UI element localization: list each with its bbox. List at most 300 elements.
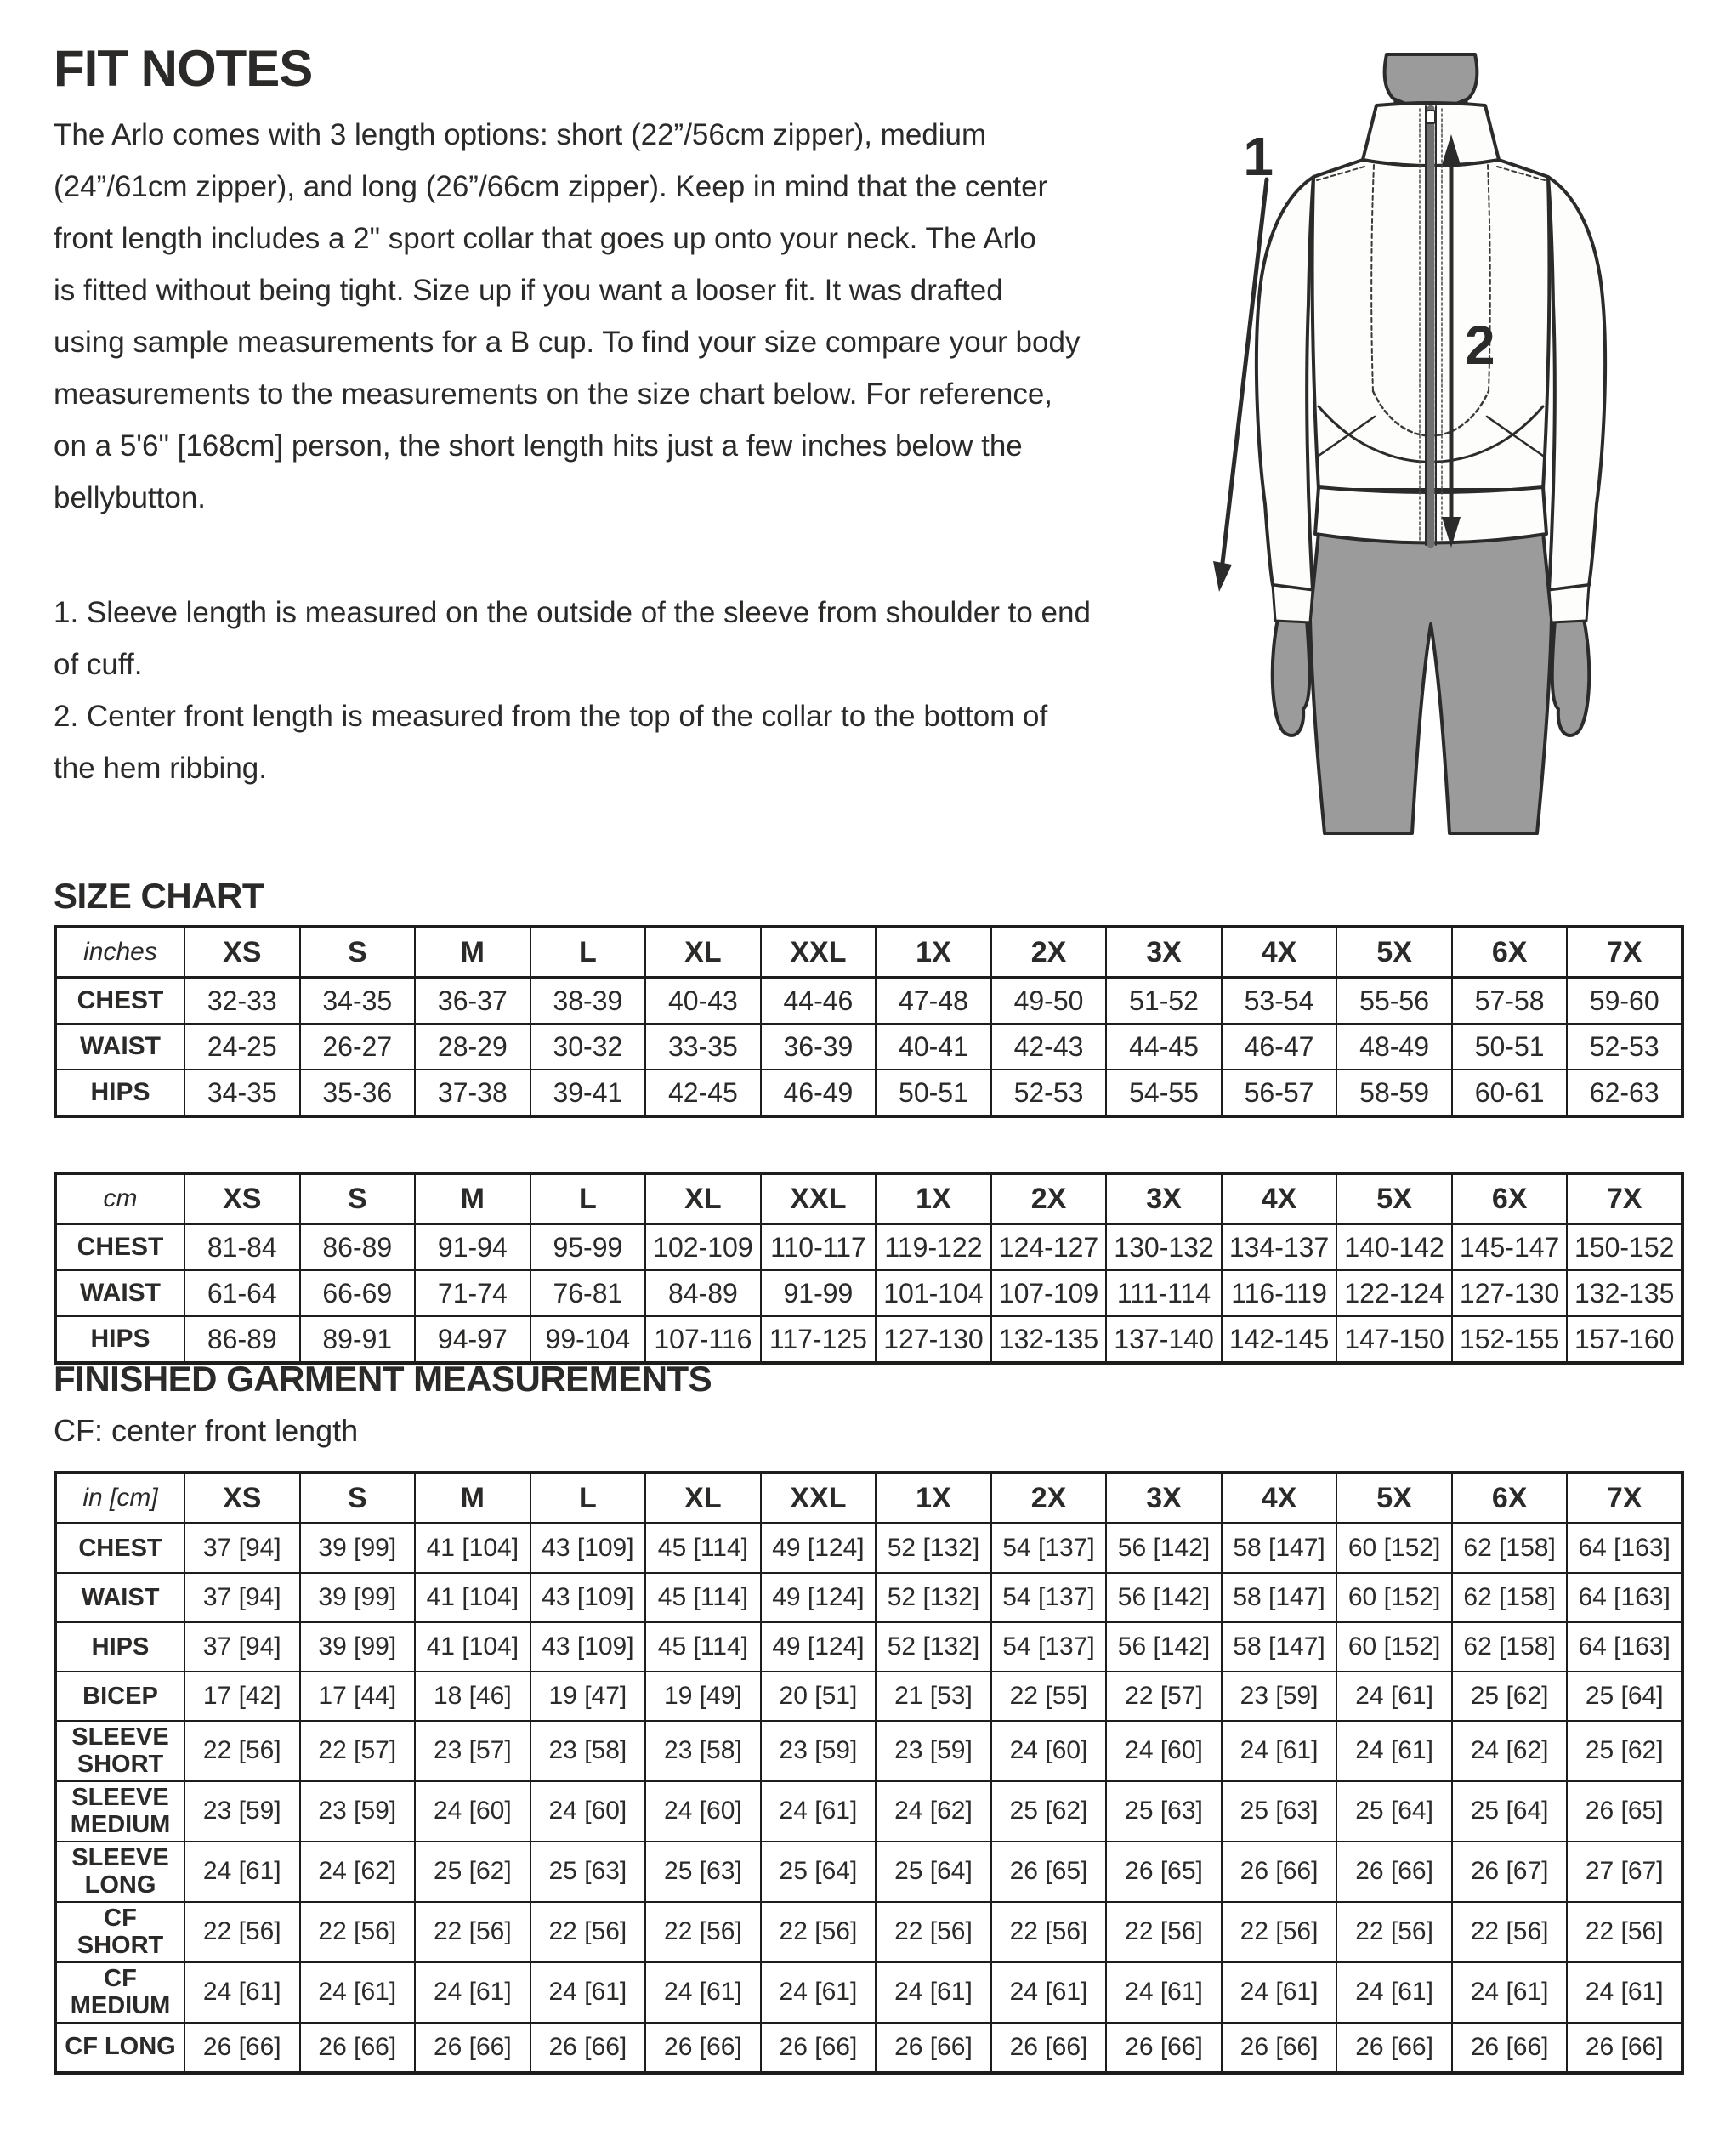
measurement-cell: 60 [152] xyxy=(1336,1524,1452,1574)
intro-paragraph xyxy=(54,109,1080,524)
text-line: front length includes a 2" sport collar that goes up onto your neck. The Arlo xyxy=(54,222,1036,255)
measurement-cell: 22 [57] xyxy=(1106,1672,1222,1721)
measurement-cell: 25 [64] xyxy=(761,1842,877,1902)
measurement-cell: 24 [60] xyxy=(645,1781,761,1842)
measurement-cell: 25 [63] xyxy=(530,1842,646,1902)
measurement-cell: 81-84 xyxy=(184,1224,300,1271)
measurement-cell: 26 [66] xyxy=(1336,2023,1452,2073)
size-column-header: S xyxy=(300,927,416,978)
measurement-cell: 60 [152] xyxy=(1336,1622,1452,1672)
measurement-cell: 22 [56] xyxy=(1336,1902,1452,1962)
text-line: 2. Center front length is measured from the top of the collar to the bottom of xyxy=(54,700,1048,733)
measurement-cell: 26 [66] xyxy=(415,2023,530,2073)
measurement-cell: 27 [67] xyxy=(1567,1842,1682,1902)
measurement-cell: 24 [61] xyxy=(530,1962,646,2023)
measurement-cell: 26 [66] xyxy=(991,2023,1107,2073)
measurement-cell: 94-97 xyxy=(415,1316,530,1363)
measurement-cell: 19 [47] xyxy=(530,1672,646,1721)
measurement-cell: 25 [64] xyxy=(1452,1781,1568,1842)
measurement-cell: 23 [59] xyxy=(184,1781,300,1842)
size-column-header: 4X xyxy=(1222,1173,1337,1224)
measurement-cell: 23 [59] xyxy=(761,1721,877,1781)
measurement-cell: 34-35 xyxy=(300,978,416,1025)
measurement-cell: 54-55 xyxy=(1106,1070,1222,1116)
measurement-cell: 26 [66] xyxy=(1452,2023,1568,2073)
measurement-cell: 147-150 xyxy=(1336,1316,1452,1363)
size-column-header: 6X xyxy=(1452,1173,1568,1224)
measurement-cell: 34-35 xyxy=(184,1070,300,1116)
measurement-cell: 132-135 xyxy=(1567,1270,1682,1316)
size-column-header: L xyxy=(530,1173,646,1224)
measurement-cell: 25 [62] xyxy=(415,1842,530,1902)
table-row xyxy=(55,1842,1682,1902)
size-column-header: 5X xyxy=(1336,1173,1452,1224)
sleeve-arrowhead xyxy=(1213,561,1232,592)
measurement-cell: 157-160 xyxy=(1567,1316,1682,1363)
measurement-cell: 24 [61] xyxy=(1336,1962,1452,2023)
right-sleeve xyxy=(1548,177,1605,590)
row-label: HIPS xyxy=(55,1316,184,1363)
measurement-cell: 22 [56] xyxy=(184,1721,300,1781)
measurement-cell: 43 [109] xyxy=(530,1524,646,1574)
measurement-cell: 58 [147] xyxy=(1222,1524,1337,1574)
measurement-cell: 142-145 xyxy=(1222,1316,1337,1363)
measurement-cell: 46-49 xyxy=(761,1070,877,1116)
jacket-illustration xyxy=(1177,24,1736,853)
measurement-cell: 140-142 xyxy=(1336,1224,1452,1271)
measurement-cell: 36-39 xyxy=(761,1024,877,1070)
measurement-cell: 55-56 xyxy=(1336,978,1452,1025)
measurement-cell: 42-43 xyxy=(991,1024,1107,1070)
measurement-cell: 62-63 xyxy=(1567,1070,1682,1116)
measurement-cell: 37-38 xyxy=(415,1070,530,1116)
row-label: HIPS xyxy=(55,1622,184,1672)
measurement-cell: 41 [104] xyxy=(415,1524,530,1574)
measurement-cell: 26 [66] xyxy=(1336,1842,1452,1902)
measurement-cell: 59-60 xyxy=(1567,978,1682,1025)
measurement-cell: 22 [56] xyxy=(415,1902,530,1962)
size-chart-cm-table xyxy=(54,1172,1684,1365)
measurement-cell: 17 [42] xyxy=(184,1672,300,1721)
measurement-cell: 38-39 xyxy=(530,978,646,1025)
measurement-cell: 42-45 xyxy=(645,1070,761,1116)
measurement-cell: 145-147 xyxy=(1452,1224,1568,1271)
row-label: HIPS xyxy=(55,1070,184,1116)
measurement-cell: 56-57 xyxy=(1222,1070,1337,1116)
measurement-cell: 43 [109] xyxy=(530,1622,646,1672)
table-row xyxy=(55,1270,1682,1316)
size-column-header: 3X xyxy=(1106,1473,1222,1524)
measurement-cell: 52-53 xyxy=(991,1070,1107,1116)
measurement-cell: 30-32 xyxy=(530,1024,646,1070)
size-column-header: L xyxy=(530,1473,646,1524)
table-row xyxy=(55,1224,1682,1271)
row-label: CF LONG xyxy=(55,2023,184,2073)
measurement-cell: 24 [61] xyxy=(300,1962,416,2023)
measurement-cell: 39-41 xyxy=(530,1070,646,1116)
size-column-header: XXL xyxy=(761,1473,877,1524)
measurement-cell: 37 [94] xyxy=(184,1524,300,1574)
measurement-cell: 36-37 xyxy=(415,978,530,1025)
measurement-cell: 24 [60] xyxy=(530,1781,646,1842)
measurement-cell: 26 [66] xyxy=(1106,2023,1222,2073)
size-column-header: 5X xyxy=(1336,1473,1452,1524)
text-line: 1. Sleeve length is measured on the outside of the sleeve from shoulder to end xyxy=(54,596,1091,629)
row-label: CF SHORT xyxy=(55,1902,184,1962)
measurement-cell: 37 [94] xyxy=(184,1573,300,1622)
row-label: SLEEVE MEDIUM xyxy=(55,1781,184,1842)
measurement-cell: 64 [163] xyxy=(1567,1573,1682,1622)
size-column-header: M xyxy=(415,1473,530,1524)
measurement-cell: 40-41 xyxy=(876,1024,991,1070)
measurement-cell: 24 [61] xyxy=(184,1962,300,2023)
table-row xyxy=(55,1524,1682,1574)
measurement-cell: 44-45 xyxy=(1106,1024,1222,1070)
measurement-cell: 124-127 xyxy=(991,1224,1107,1271)
measurement-cell: 22 [56] xyxy=(184,1902,300,1962)
size-column-header: 2X xyxy=(991,927,1107,978)
text-line: the hem ribbing. xyxy=(54,752,267,785)
measurement-cell: 26 [66] xyxy=(1567,2023,1682,2073)
measurement-cell: 39 [99] xyxy=(300,1573,416,1622)
measurement-cell: 57-58 xyxy=(1452,978,1568,1025)
size-column-header: XS xyxy=(184,927,300,978)
header-row xyxy=(55,1473,1682,1524)
measurement-cell: 24 [61] xyxy=(184,1842,300,1902)
measurement-cell: 22 [56] xyxy=(1567,1902,1682,1962)
text-line: of cuff. xyxy=(54,648,143,681)
measurement-cell: 25 [64] xyxy=(1567,1672,1682,1721)
measurement-cell: 24 [61] xyxy=(991,1962,1107,2023)
measurement-cell: 25 [62] xyxy=(991,1781,1107,1842)
text-line: bellybutton. xyxy=(54,481,207,514)
measurement-cell: 130-132 xyxy=(1106,1224,1222,1271)
row-label: CHEST xyxy=(55,1224,184,1271)
finished-measurements-table xyxy=(54,1471,1684,2075)
measurement-cell: 24 [61] xyxy=(761,1781,877,1842)
size-column-header: 2X xyxy=(991,1473,1107,1524)
header-row xyxy=(55,927,1682,978)
measurement-cell: 91-99 xyxy=(761,1270,877,1316)
measurement-cell: 25 [64] xyxy=(1336,1781,1452,1842)
measurement-cell: 23 [59] xyxy=(300,1781,416,1842)
text-line: is fitted without being tight. Size up if you want a looser fit. It was drafted xyxy=(54,274,1003,307)
size-column-header: 3X xyxy=(1106,927,1222,978)
measurement-cell: 26 [65] xyxy=(1106,1842,1222,1902)
measurement-cell: 24 [60] xyxy=(991,1721,1107,1781)
size-chart-inches-table xyxy=(54,925,1684,1118)
measurement-cell: 49 [124] xyxy=(761,1524,877,1574)
sleeve-arrow-label: 1 xyxy=(1243,126,1274,187)
left-cuff xyxy=(1273,585,1313,622)
measurement-cell: 99-104 xyxy=(530,1316,646,1363)
measurement-cell: 111-114 xyxy=(1106,1270,1222,1316)
measurement-cell: 107-116 xyxy=(645,1316,761,1363)
measurement-cell: 25 [64] xyxy=(876,1842,991,1902)
table-row xyxy=(55,1672,1682,1721)
measurement-cell: 86-89 xyxy=(300,1224,416,1271)
table-row xyxy=(55,2023,1682,2073)
measurement-cell: 152-155 xyxy=(1452,1316,1568,1363)
measurement-cell: 60-61 xyxy=(1452,1070,1568,1116)
measurement-cell: 45 [114] xyxy=(645,1622,761,1672)
right-hand xyxy=(1552,619,1590,735)
size-column-header: 7X xyxy=(1567,1473,1682,1524)
center-front-arrow-label: 2 xyxy=(1465,315,1495,376)
measurement-cell: 22 [56] xyxy=(645,1902,761,1962)
measurement-cell: 24 [61] xyxy=(1336,1672,1452,1721)
measurement-cell: 52-53 xyxy=(1567,1024,1682,1070)
measurement-cell: 46-47 xyxy=(1222,1024,1337,1070)
measurement-cell: 23 [59] xyxy=(876,1721,991,1781)
measurement-cell: 127-130 xyxy=(1452,1270,1568,1316)
measurement-cell: 22 [56] xyxy=(991,1902,1107,1962)
zipper-pull xyxy=(1427,111,1435,123)
measurement-cell: 58 [147] xyxy=(1222,1622,1337,1672)
row-label: WAIST xyxy=(55,1024,184,1070)
measurement-cell: 22 [56] xyxy=(876,1902,991,1962)
page-title: FIT NOTES xyxy=(54,40,313,97)
measurement-notes xyxy=(54,587,1091,794)
measurement-cell: 64 [163] xyxy=(1567,1524,1682,1574)
measurement-cell: 25 [63] xyxy=(1106,1781,1222,1842)
size-column-header: XXL xyxy=(761,1173,877,1224)
measurement-cell: 53-54 xyxy=(1222,978,1337,1025)
row-label: CF MEDIUM xyxy=(55,1962,184,2023)
measurement-cell: 62 [158] xyxy=(1452,1524,1568,1574)
table-row xyxy=(55,1070,1682,1116)
measurement-cell: 86-89 xyxy=(184,1316,300,1363)
measurement-cell: 26-27 xyxy=(300,1024,416,1070)
size-column-header: XXL xyxy=(761,927,877,978)
measurement-cell: 49-50 xyxy=(991,978,1107,1025)
row-label: SLEEVE SHORT xyxy=(55,1721,184,1781)
measurement-cell: 54 [137] xyxy=(991,1524,1107,1574)
measurement-cell: 23 [59] xyxy=(1222,1672,1337,1721)
measurement-cell: 60 [152] xyxy=(1336,1573,1452,1622)
row-label: CHEST xyxy=(55,978,184,1025)
measurement-cell: 76-81 xyxy=(530,1270,646,1316)
measurement-cell: 33-35 xyxy=(645,1024,761,1070)
measurement-cell: 24 [61] xyxy=(645,1962,761,2023)
measurement-cell: 43 [109] xyxy=(530,1573,646,1622)
measurement-cell: 24 [61] xyxy=(1106,1962,1222,2023)
size-column-header: 5X xyxy=(1336,927,1452,978)
measurement-cell: 44-46 xyxy=(761,978,877,1025)
size-column-header: 7X xyxy=(1567,1173,1682,1224)
measurement-cell: 48-49 xyxy=(1336,1024,1452,1070)
measurement-cell: 107-109 xyxy=(991,1270,1107,1316)
measurement-cell: 24-25 xyxy=(184,1024,300,1070)
measurement-cell: 37 [94] xyxy=(184,1622,300,1672)
measurement-cell: 24 [61] xyxy=(1567,1962,1682,2023)
measurement-cell: 134-137 xyxy=(1222,1224,1337,1271)
measurement-cell: 117-125 xyxy=(761,1316,877,1363)
measurement-cell: 54 [137] xyxy=(991,1622,1107,1672)
row-label: SLEEVE LONG xyxy=(55,1842,184,1902)
size-column-header: M xyxy=(415,927,530,978)
size-column-header: XS xyxy=(184,1173,300,1224)
unit-label: inches xyxy=(55,927,184,978)
row-label: BICEP xyxy=(55,1672,184,1721)
size-column-header: S xyxy=(300,1473,416,1524)
measurement-cell: 58 [147] xyxy=(1222,1573,1337,1622)
measurement-cell: 22 [57] xyxy=(300,1721,416,1781)
measurement-cell: 35-36 xyxy=(300,1070,416,1116)
measurement-cell: 62 [158] xyxy=(1452,1573,1568,1622)
size-column-header: 2X xyxy=(991,1173,1107,1224)
measurement-cell: 41 [104] xyxy=(415,1622,530,1672)
measurement-cell: 89-91 xyxy=(300,1316,416,1363)
measurement-cell: 91-94 xyxy=(415,1224,530,1271)
text-line: using sample measurements for a B cup. To find your size compare your body xyxy=(54,326,1081,359)
measurement-cell: 52 [132] xyxy=(876,1622,991,1672)
measurement-cell: 41 [104] xyxy=(415,1573,530,1622)
measurement-cell: 22 [56] xyxy=(1106,1902,1222,1962)
measurement-cell: 58-59 xyxy=(1336,1070,1452,1116)
measurement-cell: 26 [66] xyxy=(761,2023,877,2073)
measurement-cell: 24 [62] xyxy=(1452,1721,1568,1781)
text-line: The Arlo comes with 3 length options: short (22”/56cm zipper), medium xyxy=(54,118,987,151)
measurement-cell: 51-52 xyxy=(1106,978,1222,1025)
size-column-header: 4X xyxy=(1222,1473,1337,1524)
table-row xyxy=(55,1316,1682,1363)
size-column-header: XL xyxy=(645,927,761,978)
measurement-cell: 102-109 xyxy=(645,1224,761,1271)
measurement-cell: 50-51 xyxy=(1452,1024,1568,1070)
header-row xyxy=(55,1173,1682,1224)
measurement-cell: 127-130 xyxy=(876,1316,991,1363)
measurement-cell: 26 [66] xyxy=(300,2023,416,2073)
size-column-header: XL xyxy=(645,1173,761,1224)
measurement-cell: 64 [163] xyxy=(1567,1622,1682,1672)
measurement-cell: 24 [61] xyxy=(761,1962,877,2023)
measurement-cell: 22 [56] xyxy=(761,1902,877,1962)
measurement-cell: 24 [60] xyxy=(1106,1721,1222,1781)
measurement-cell: 21 [53] xyxy=(876,1672,991,1721)
measurement-cell: 28-29 xyxy=(415,1024,530,1070)
measurement-cell: 119-122 xyxy=(876,1224,991,1271)
measurement-cell: 26 [65] xyxy=(1567,1781,1682,1842)
left-hand xyxy=(1273,619,1310,735)
measurement-cell: 45 [114] xyxy=(645,1573,761,1622)
text-line: on a 5'6" [168cm] person, the short length hits just a few inches below the xyxy=(54,429,1023,463)
pants xyxy=(1310,515,1552,833)
measurement-cell: 25 [62] xyxy=(1567,1721,1682,1781)
table-row xyxy=(55,1721,1682,1781)
measurement-cell: 26 [66] xyxy=(1222,2023,1337,2073)
measurement-cell: 26 [66] xyxy=(530,2023,646,2073)
measurement-cell: 52 [132] xyxy=(876,1524,991,1574)
measurement-cell: 26 [67] xyxy=(1452,1842,1568,1902)
measurement-cell: 23 [58] xyxy=(530,1721,646,1781)
table-row xyxy=(55,1573,1682,1622)
measurement-cell: 25 [62] xyxy=(1452,1672,1568,1721)
text-line: (24”/61cm zipper), and long (26”/66cm zipper). Keep in mind that the center xyxy=(54,170,1048,203)
row-label: WAIST xyxy=(55,1573,184,1622)
size-column-header: M xyxy=(415,1173,530,1224)
measurement-cell: 132-135 xyxy=(991,1316,1107,1363)
left-sleeve xyxy=(1257,177,1313,590)
unit-label: in [cm] xyxy=(55,1473,184,1524)
text-line: measurements to the measurements on the size chart below. For reference, xyxy=(54,378,1053,411)
measurement-cell: 24 [60] xyxy=(415,1781,530,1842)
measurement-cell: 25 [63] xyxy=(645,1842,761,1902)
measurement-cell: 26 [66] xyxy=(876,2023,991,2073)
measurement-cell: 24 [61] xyxy=(415,1962,530,2023)
measurement-cell: 39 [99] xyxy=(300,1622,416,1672)
table-row xyxy=(55,1902,1682,1962)
measurement-cell: 24 [61] xyxy=(1222,1962,1337,2023)
measurement-cell: 17 [44] xyxy=(300,1672,416,1721)
measurement-cell: 150-152 xyxy=(1567,1224,1682,1271)
right-cuff xyxy=(1549,585,1589,622)
measurement-cell: 23 [58] xyxy=(645,1721,761,1781)
measurement-cell: 39 [99] xyxy=(300,1524,416,1574)
measurement-cell: 23 [57] xyxy=(415,1721,530,1781)
measurement-cell: 71-74 xyxy=(415,1270,530,1316)
measurement-cell: 56 [142] xyxy=(1106,1622,1222,1672)
measurement-cell: 26 [66] xyxy=(645,2023,761,2073)
measurement-cell: 18 [46] xyxy=(415,1672,530,1721)
row-label: CHEST xyxy=(55,1524,184,1574)
measurement-cell: 47-48 xyxy=(876,978,991,1025)
size-column-header: L xyxy=(530,927,646,978)
measurement-cell: 25 [63] xyxy=(1222,1781,1337,1842)
measurement-cell: 24 [61] xyxy=(876,1962,991,2023)
measurement-cell: 22 [56] xyxy=(1222,1902,1337,1962)
measurement-cell: 95-99 xyxy=(530,1224,646,1271)
measurement-cell: 22 [56] xyxy=(1452,1902,1568,1962)
measurement-cell: 122-124 xyxy=(1336,1270,1452,1316)
size-column-header: XL xyxy=(645,1473,761,1524)
table-row xyxy=(55,978,1682,1025)
table-row xyxy=(55,1622,1682,1672)
measurement-cell: 26 [66] xyxy=(1222,1842,1337,1902)
measurement-cell: 50-51 xyxy=(876,1070,991,1116)
measurement-cell: 54 [137] xyxy=(991,1573,1107,1622)
measurement-cell: 20 [51] xyxy=(761,1672,877,1721)
table-row xyxy=(55,1781,1682,1842)
size-column-header: 6X xyxy=(1452,927,1568,978)
size-column-header: 7X xyxy=(1567,927,1682,978)
size-column-header: S xyxy=(300,1173,416,1224)
measurement-cell: 22 [56] xyxy=(530,1902,646,1962)
row-label: WAIST xyxy=(55,1270,184,1316)
measurement-cell: 19 [49] xyxy=(645,1672,761,1721)
measurement-cell: 45 [114] xyxy=(645,1524,761,1574)
size-column-header: 4X xyxy=(1222,927,1337,978)
measurement-cell: 24 [62] xyxy=(876,1781,991,1842)
measurement-cell: 62 [158] xyxy=(1452,1622,1568,1672)
size-column-header: 1X xyxy=(876,927,991,978)
table-row xyxy=(55,1962,1682,2023)
cf-legend: CF: center front length xyxy=(54,1413,359,1448)
measurement-cell: 137-140 xyxy=(1106,1316,1222,1363)
measurement-cell: 22 [56] xyxy=(300,1902,416,1962)
size-chart-heading: SIZE CHART xyxy=(54,876,264,916)
measurement-cell: 24 [62] xyxy=(300,1842,416,1902)
measurement-cell: 26 [65] xyxy=(991,1842,1107,1902)
measurement-cell: 66-69 xyxy=(300,1270,416,1316)
size-column-header: 1X xyxy=(876,1473,991,1524)
size-column-header: 3X xyxy=(1106,1173,1222,1224)
measurement-cell: 56 [142] xyxy=(1106,1524,1222,1574)
measurement-cell: 101-104 xyxy=(876,1270,991,1316)
unit-label: cm xyxy=(55,1173,184,1224)
measurement-cell: 24 [61] xyxy=(1336,1721,1452,1781)
table-row xyxy=(55,1024,1682,1070)
